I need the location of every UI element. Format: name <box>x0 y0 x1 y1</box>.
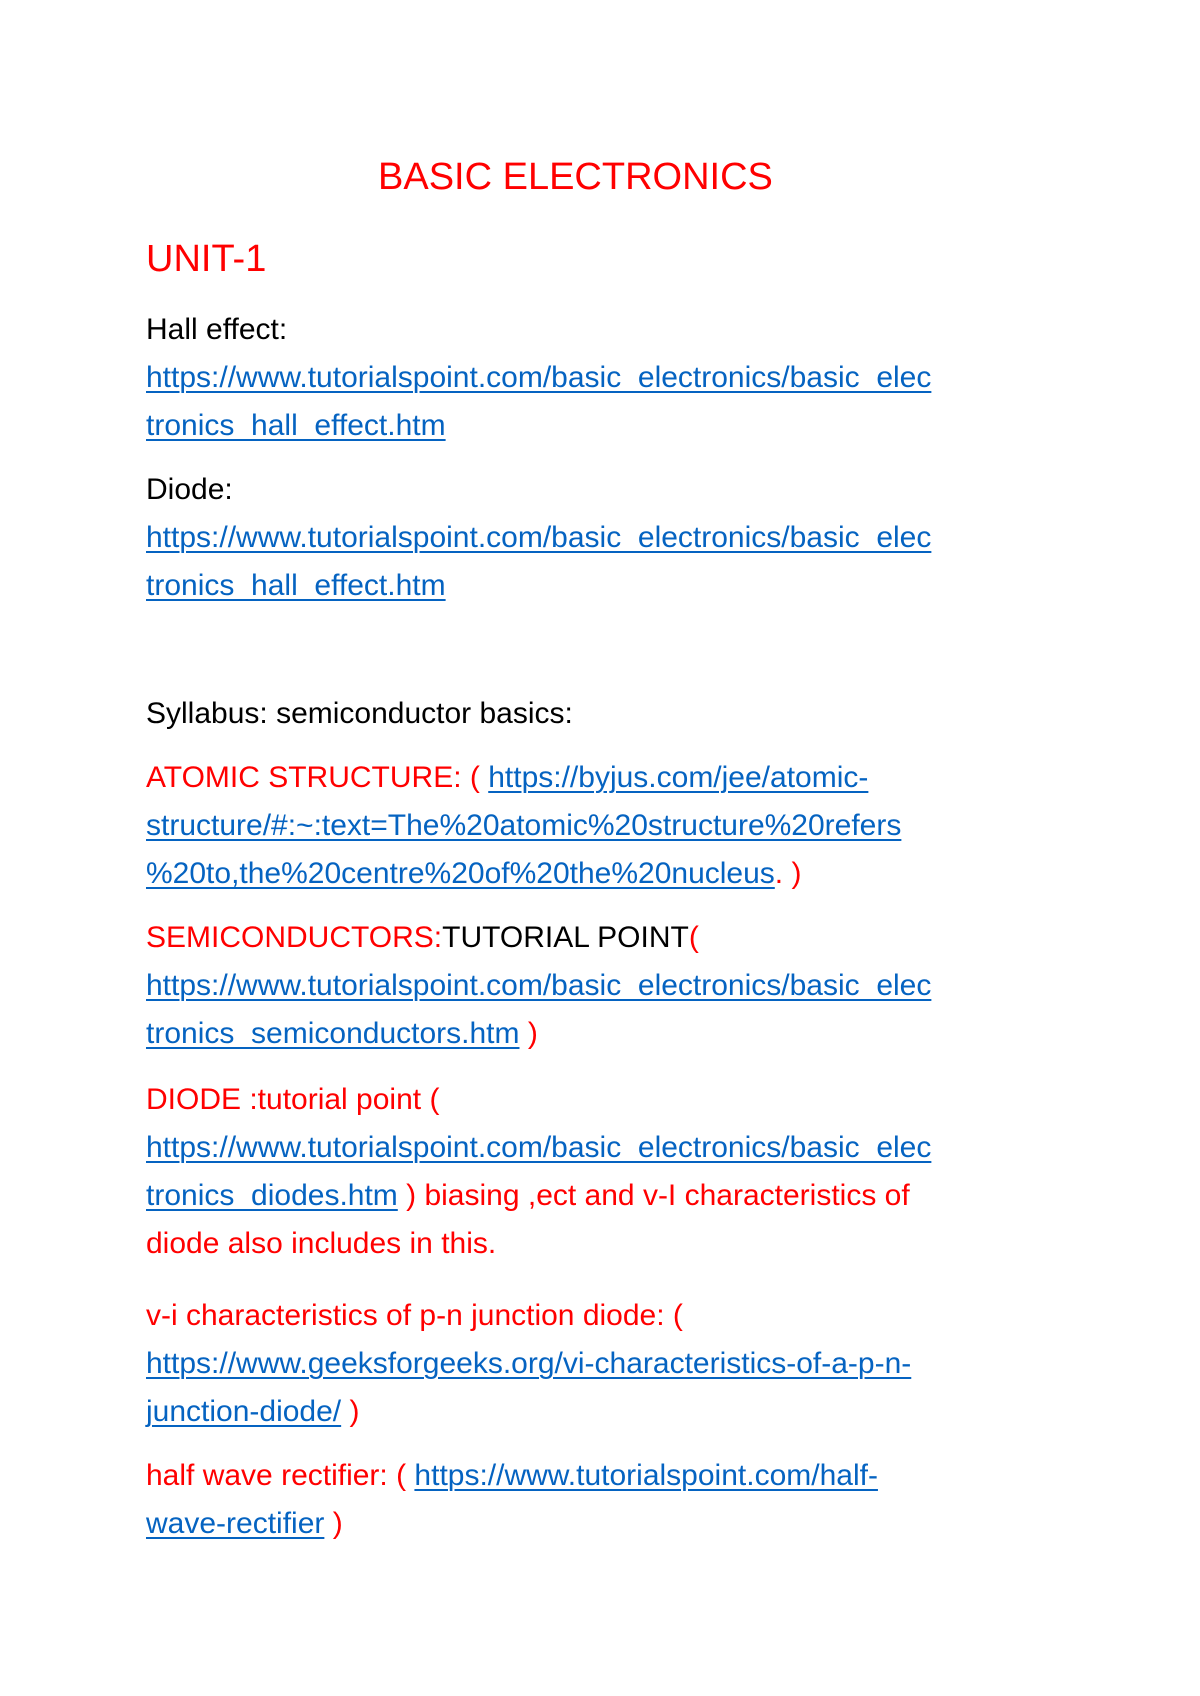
vi-characteristics-link[interactable]: https://www.geeksforgeeks.org/vi-characteristics-of-a-p-n- <box>146 1347 912 1380</box>
semiconductors-link[interactable]: https://www.tutorialspoint.com/basic_electronics/basic_elec <box>146 969 932 1002</box>
semiconductors-prefix: SEMICONDUCTORS: <box>146 921 443 954</box>
hall-effect-link[interactable]: https://www.tutorialspoint.com/basic_electronics/basic_elec <box>146 361 932 394</box>
atomic-structure-link[interactable]: https://byjus.com/jee/atomic- <box>488 761 869 794</box>
atomic-structure-prefix: ATOMIC STRUCTURE: ( <box>146 761 489 794</box>
semiconductors-link-cont[interactable]: tronics_semiconductors.htm <box>146 1017 520 1050</box>
half-wave-section <box>146 1452 1066 1548</box>
atomic-structure-section <box>146 754 1066 898</box>
atomic-structure-link-cont[interactable]: structure/#:~:text=The%20atomic%20structure%20refers <box>146 809 902 842</box>
semiconductors-suffix: ) <box>519 1017 538 1050</box>
vi-characteristics-section <box>146 1292 1066 1436</box>
semiconductors-section <box>146 914 1066 1058</box>
semiconductors-source: TUTORIAL POINT <box>442 921 689 954</box>
diode-tutorial-prefix: DIODE :tutorial point ( <box>146 1083 440 1116</box>
diode-tutorial-link-cont[interactable]: tronics_diodes.htm <box>146 1179 398 1212</box>
atomic-structure-suffix: . ) <box>774 857 802 890</box>
document-title: BASIC ELECTRONICS <box>378 156 773 198</box>
hall-effect-section <box>146 306 1066 450</box>
hall-effect-label: Hall effect: <box>146 313 288 346</box>
diode-link[interactable]: https://www.tutorialspoint.com/basic_electronics/basic_elec <box>146 521 932 554</box>
diode-tutorial-section <box>146 1076 1066 1268</box>
unit-heading: UNIT-1 <box>146 238 267 280</box>
semiconductors-paren: ( <box>688 921 699 954</box>
hall-effect-link-cont[interactable]: tronics_hall_effect.htm <box>146 409 446 442</box>
half-wave-prefix: half wave rectifier: ( <box>146 1459 415 1492</box>
vi-characteristics-link-cont[interactable]: junction-diode/ <box>146 1395 342 1428</box>
half-wave-link[interactable]: https://www.tutorialspoint.com/half- <box>414 1459 878 1492</box>
diode-tutorial-link[interactable]: https://www.tutorialspoint.com/basic_electronics/basic_elec <box>146 1131 932 1164</box>
atomic-structure-link-end[interactable]: %20to,the%20centre%20of%20the%20nucleus <box>146 857 775 890</box>
half-wave-link-cont[interactable]: wave-rectifier <box>146 1507 325 1540</box>
vi-characteristics-prefix: v-i characteristics of p-n junction diode: ( <box>146 1299 683 1332</box>
vi-characteristics-suffix: ) <box>341 1395 360 1428</box>
diode-section <box>146 466 1066 610</box>
half-wave-suffix: ) <box>324 1507 343 1540</box>
syllabus-label: Syllabus: semiconductor basics: <box>146 697 573 730</box>
diode-link-cont[interactable]: tronics_hall_effect.htm <box>146 569 446 602</box>
syllabus-section <box>146 690 1066 738</box>
diode-label: Diode: <box>146 473 233 506</box>
diode-tutorial-note: diode also includes in this. <box>146 1227 497 1260</box>
diode-tutorial-suffix: ) biasing ,ect and v-I characteristics of <box>397 1179 910 1212</box>
